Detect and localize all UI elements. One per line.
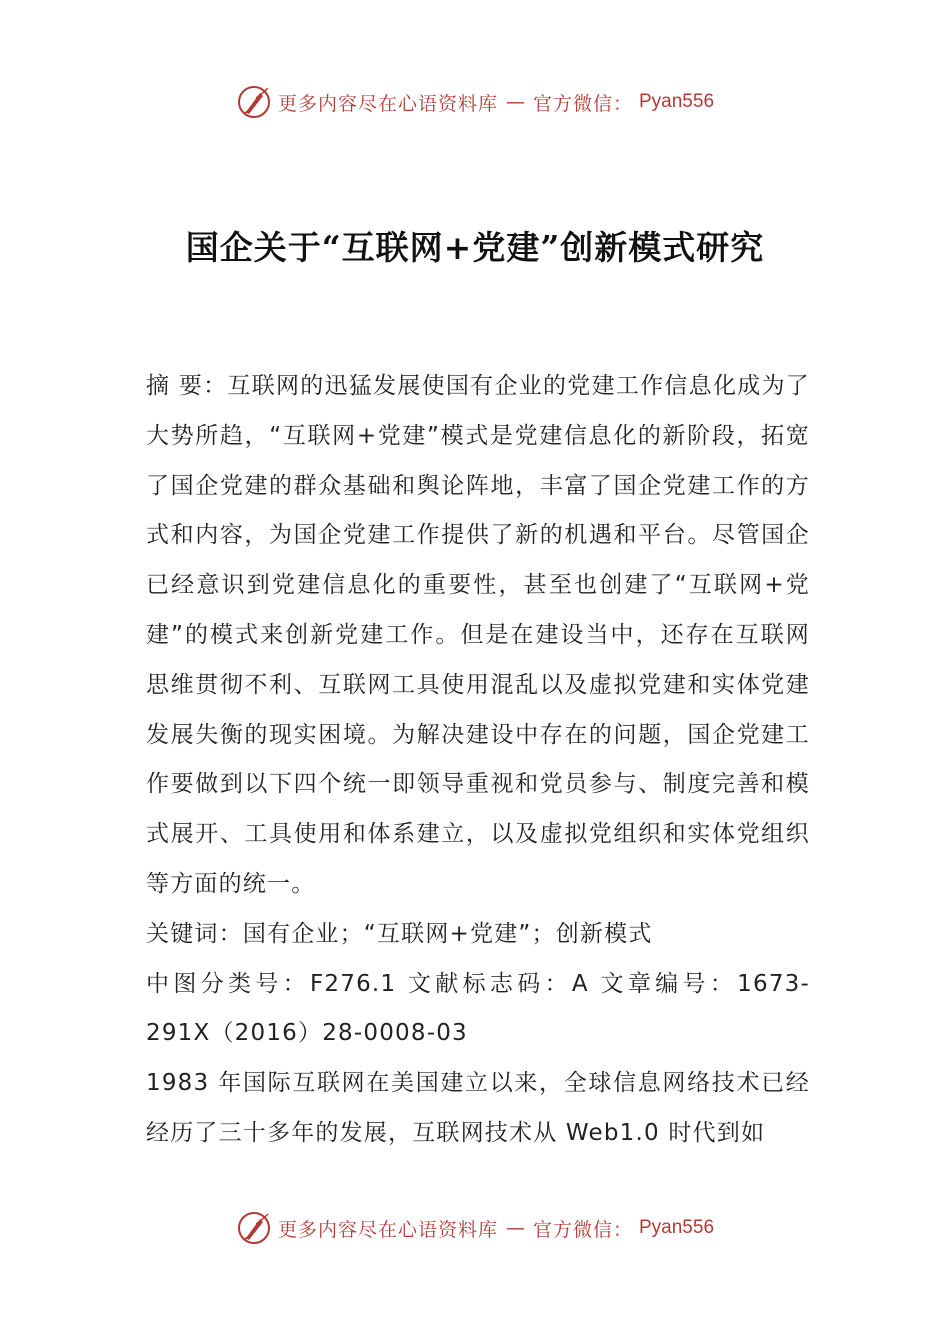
banner-brand-text: 更多内容尽在心语资料库 [277,1218,498,1241]
keywords-paragraph [146,910,810,960]
document-title: 国企关于“互联网+党建”创新模式研究 [185,228,765,267]
banner-wechat-id: Pyan556 [639,91,715,112]
keywords-text: 国有企业；“互联网+党建”；创新模式 [242,920,653,947]
quill-pen-icon [236,84,272,120]
quill-pen-icon [236,1210,272,1246]
banner-separator: — [505,91,525,113]
banner-contact-label: 官方微信： [532,1218,633,1241]
classification-paragraph: 中图分类号：F276.1 文献标志码：A 文章编号：1673-291X（2016）28-0008-03 [146,970,810,1047]
document-content [146,362,810,1159]
banner-brand-text: 更多内容尽在心语资料库 [277,92,498,115]
abstract-paragraph [146,362,810,910]
keywords-label: 关键词： [146,920,243,947]
banner-wechat-id: Pyan556 [639,1217,715,1238]
abstract-text: 互联网的迅猛发展使国有企业的党建工作信息化成为了大势所趋，“互联网+党建”模式是党建信息化的新阶段，拓宽了国企党建的群众基础和舆论阵地，丰富了国企党建工作的方式和内容，为国企党建工作提供了新的机遇和平台。尽管国企已经意识到党建信息化的重要性，甚至也创建了“互联网+党建”的模式来创新党建工作。但是在建设当中，还存在互联网思维贯彻不利、互联网工具使用混乱以及虚拟党建和实体党建发展失衡的现实困境。为解决建设中存在的问题，国企党建工作要做到以下四个统一即领导重视和党员参与、制度完善和模式展开、工具使用和体系建立，以及虚拟党组织和实体党组织等方面的统一。 [146,373,810,897]
banner-contact-label: 官方微信： [532,92,633,115]
body-paragraph: 1983 年国际互联网在美国建立以来，全球信息网络技术已经经历了三十多年的发展，互联网技术从 Web1.0 时代到如 [146,1070,810,1146]
abstract-label: 摘 要： [146,373,228,399]
header-banner [0,82,950,122]
footer-banner [0,1208,950,1248]
banner-separator: — [505,1217,525,1239]
